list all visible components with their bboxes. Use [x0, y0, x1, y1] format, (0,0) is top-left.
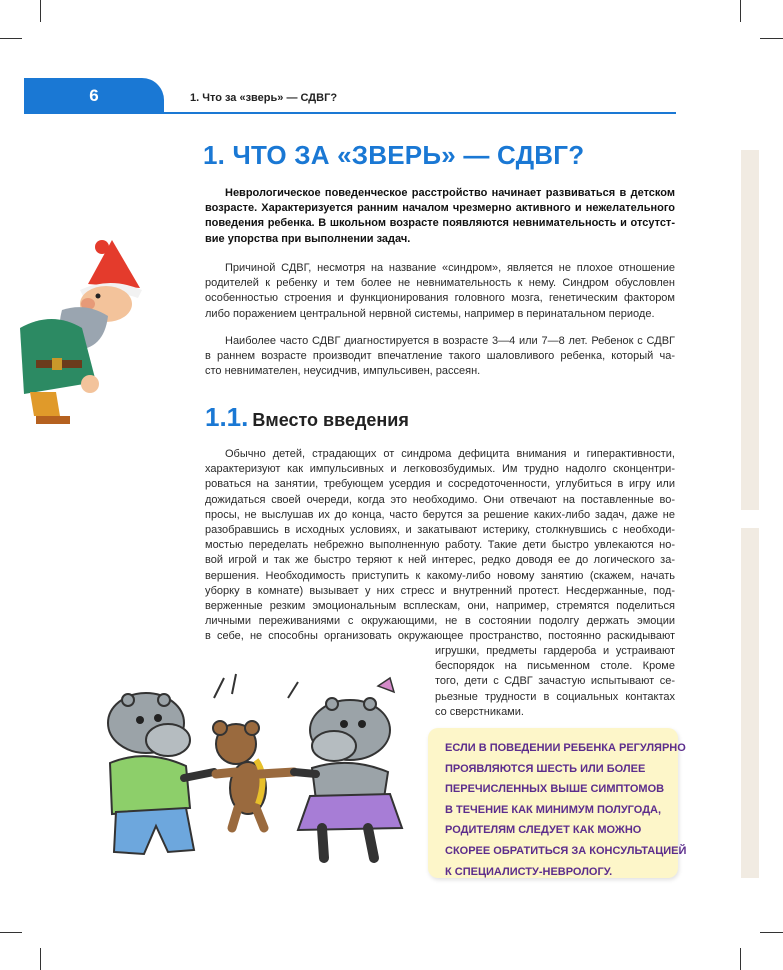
text-line: особенностью строения и функционирования головного мозга, генетическим фактором [205, 292, 675, 305]
text-line: поведения ребенка. В школьном возрасте появляются невнимательность и отсутст- [205, 217, 675, 230]
chapter-paragraph-2 [205, 334, 675, 380]
crop-mark [40, 0, 41, 22]
text-line: родителей к ребенку и тем более не невнимательность к нему. Синдром обусловлен [205, 277, 675, 290]
margin-strip-bottom [741, 528, 759, 878]
header-rule [24, 112, 676, 114]
running-header: 1. Что за «зверь» — СДВГ? [190, 92, 338, 104]
callout-line: ПРОЯВЛЯЮТСЯ ШЕСТЬ ИЛИ БОЛЕЕ [445, 762, 646, 775]
section-title: Вместо введения [252, 410, 409, 430]
crop-mark [760, 932, 783, 933]
crop-mark [40, 948, 41, 970]
crop-mark [740, 948, 741, 970]
text-line: мостью переделать небрежно выполненную работу. Такие дети быстро увлекаются но- [205, 539, 675, 552]
hippos-tug-of-war-illustration [98, 668, 408, 868]
text-line: сто невнимателен, неусидчив, импульсивен, рассеян. [205, 365, 481, 378]
text-line: либо поражением центральной нервной системы, например в перинатальном периоде. [205, 307, 655, 320]
callout-line: ПЕРЕЧИСЛЕННЫХ ВЫШЕ СИМПТОМОВ [445, 783, 665, 796]
crop-mark [0, 932, 22, 933]
crop-mark [0, 38, 22, 39]
text-line: личными переживаниями с окружающими, не в состоянии подолгу держать эмоции [205, 615, 675, 628]
callout-line: СКОРЕЕ ОБРАТИТЬСЯ ЗА КОНСУЛЬТАЦИЕЙ [445, 844, 687, 857]
text-line: игрушки, предметы гардероба и устраивают [435, 645, 675, 657]
text-line: Наиболее часто СДВГ диагностируется в возрасте 3—4 или 7—8 лет. Ребенок с СДВГ [225, 335, 675, 347]
callout-line: К СПЕЦИАЛИСТУ-НЕВРОЛОГУ. [445, 865, 613, 878]
gnome-illustration [0, 232, 150, 427]
text-line: рьезные трудности в социальных контактах [435, 690, 675, 703]
text-line: беспорядок на письменном столе. Кроме [435, 660, 675, 673]
text-line: вершения. Необходимость приступить к какому-либо новому занятию (скажем, начать [205, 569, 675, 582]
chapter-paragraph-1 [205, 261, 675, 322]
chapter-title: 1. ЧТО ЗА «ЗВЕРЬ» — СДВГ? [203, 140, 585, 170]
text-line: вой игрой и так же быстро теряют к ней интерес, редко доводя ее до логического за- [205, 554, 675, 567]
section-body-wrap [435, 644, 675, 720]
crop-mark [760, 38, 783, 39]
text-line: Обычно детей, страдающих от синдрома дефицита внимания и гиперактивности, [225, 448, 675, 460]
callout-line: РОДИТЕЛЯМ СЛЕДУЕТ КАК МОЖНО [445, 824, 642, 837]
callout-line: В ТЕЧЕНИЕ КАК МИНИМУМ ПОЛУГОДА, [445, 803, 662, 816]
page-number: 6 [89, 86, 99, 105]
callout-text [445, 738, 687, 882]
section-heading [205, 402, 409, 433]
text-line: вие упорства при выполнении задач. [205, 232, 411, 245]
text-line: разобравшись в исходных условиях, и закатывают истерику, столкнувшись с необходи- [205, 524, 675, 537]
text-line: Причиной СДВГ, несмотря на название «синдром», является не плохое отношение [225, 262, 675, 274]
margin-strip-top [741, 150, 759, 510]
section-body [205, 447, 675, 645]
text-line: того, дети с СДВГ зачастую испытывают се- [435, 675, 675, 688]
section-number: 1.1. [205, 402, 249, 432]
crop-mark [740, 0, 741, 22]
text-line: роваться на занятии, требующем усердия и сосредоточенности, углубиться в игру или [205, 478, 675, 491]
text-line: в себе, не способны организовать окружающее пространство, постоянно раскидывают [205, 630, 675, 643]
text-line: Неврологическое поведенческое расстройство начинает развиваться в детском [225, 187, 675, 199]
text-line: уборку в комнате) вызывает у них стресс и внутренний протест. Несдержанные, под- [205, 584, 675, 597]
callout-line: ЕСЛИ В ПОВЕДЕНИИ РЕБЕНКА РЕГУЛЯРНО [445, 742, 686, 754]
text-line: возрасте. Характеризуется ранним началом чрезмерно активного и нежелательного [205, 202, 675, 215]
chapter-intro [205, 186, 675, 247]
text-line: характеризуют как импульсивных и легковозбудимых. Им трудно надолго сконцентри- [205, 463, 675, 476]
text-line: дожидаться своей очереди, когда это необходимо. Они отвечают на поставленные во- [205, 493, 675, 506]
text-line: в раннем возрасте производит впечатление такого шаловливого ребенка, который ча- [205, 350, 675, 363]
text-line: со сверстниками. [435, 705, 524, 718]
text-line: верженные резким эмоциональным всплескам, они, например, стремятся поделиться [205, 600, 675, 613]
text-line: просы, не выслушав их до конца, часто берутся за решение каких-либо задач, даже не [205, 508, 675, 521]
